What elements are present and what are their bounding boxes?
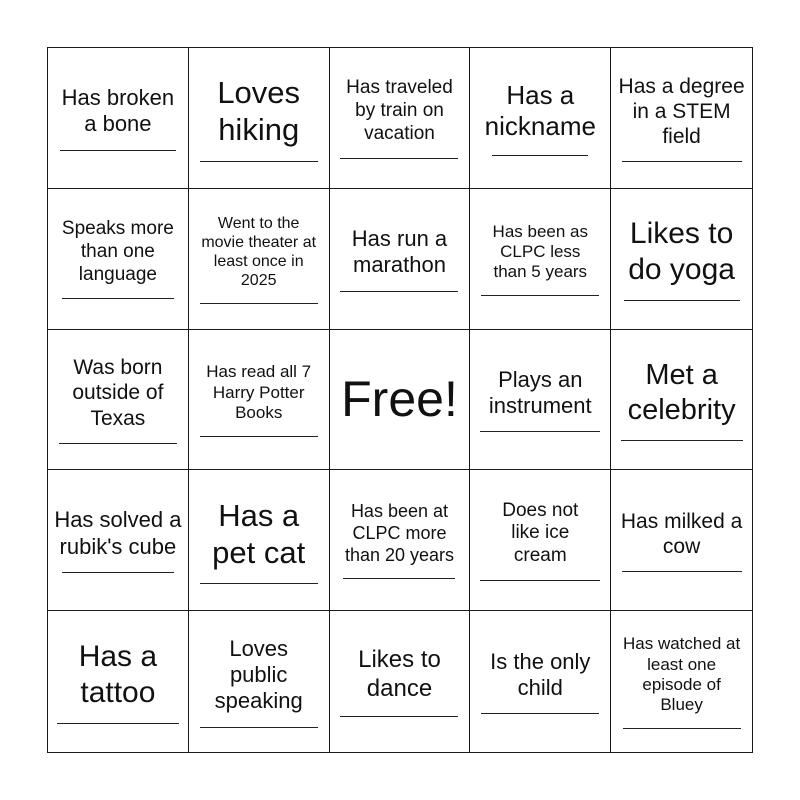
bingo-square[interactable] [330,189,471,330]
square-prompt: Was born outside of Texas [72,356,164,430]
square-prompt: Has broken a bone [61,85,175,137]
free-space-label: Free! [341,371,458,428]
bingo-square[interactable] [611,470,752,611]
name-write-in-line[interactable] [200,161,318,162]
square-prompt: Speaks more than one language [61,218,174,285]
bingo-square[interactable] [611,611,752,752]
square-prompt: Loves hiking [217,75,301,148]
square-prompt: Is the only child [490,648,591,701]
square-prompt: Has been as CLPC less than 5 years [492,221,588,282]
free-space-cell[interactable] [330,330,471,471]
square-prompt: Has been at CLPC more than 20 years [344,501,455,565]
bingo-square[interactable] [330,470,471,611]
bingo-square[interactable] [48,330,189,471]
name-write-in-line[interactable] [624,300,740,301]
square-prompt: Has traveled by train on vacation [346,77,453,144]
name-write-in-line[interactable] [621,440,743,441]
square-prompt: Likes to dance [358,646,441,703]
square-prompt: Has watched at least one episode of Bluey [623,634,741,715]
square-prompt: Went to the movie theater at least once in 2025 [201,214,317,290]
square-prompt: Does not like ice cream [502,499,579,567]
bingo-square[interactable] [48,611,189,752]
name-write-in-line[interactable] [480,431,600,432]
name-write-in-line[interactable] [481,713,599,714]
name-write-in-line[interactable] [480,580,600,581]
bingo-square[interactable] [611,330,752,471]
name-write-in-line[interactable] [340,291,458,292]
square-prompt: Met a celebrity [627,359,736,426]
bingo-square[interactable] [330,48,471,189]
name-write-in-line[interactable] [59,443,177,444]
bingo-square[interactable] [189,470,330,611]
bingo-square[interactable] [611,48,752,189]
bingo-square[interactable] [611,189,752,330]
square-prompt: Has read all 7 Harry Potter Books [206,362,312,423]
name-write-in-line[interactable] [622,571,742,572]
bingo-square[interactable] [189,48,330,189]
bingo-square[interactable] [48,470,189,611]
name-write-in-line[interactable] [200,436,318,437]
name-write-in-line[interactable] [481,295,599,296]
bingo-square[interactable] [470,470,611,611]
square-prompt: Loves public speaking [214,635,303,714]
square-prompt: Has a nickname [484,80,596,142]
bingo-square[interactable] [470,611,611,752]
name-write-in-line[interactable] [200,303,318,304]
name-write-in-line[interactable] [60,150,176,151]
bingo-square[interactable] [470,330,611,471]
bingo-square[interactable] [48,189,189,330]
bingo-square[interactable] [330,611,471,752]
name-write-in-line[interactable] [343,578,455,579]
square-prompt: Has solved a rubik's cube [54,507,182,559]
square-prompt: Has run a marathon [351,225,448,278]
name-write-in-line[interactable] [340,716,458,717]
bingo-square[interactable] [189,611,330,752]
name-write-in-line[interactable] [492,155,588,156]
name-write-in-line[interactable] [623,728,741,729]
name-write-in-line[interactable] [200,583,318,584]
name-write-in-line[interactable] [62,572,174,573]
name-write-in-line[interactable] [200,727,318,728]
square-prompt: Likes to do yoga [628,217,735,287]
name-write-in-line[interactable] [62,298,174,299]
square-prompt: Has milked a cow [620,509,743,558]
square-prompt: Has a pet cat [212,497,306,570]
square-prompt: Has a degree in a STEM field [618,74,745,148]
bingo-square[interactable] [470,48,611,189]
name-write-in-line[interactable] [622,161,742,162]
name-write-in-line[interactable] [57,723,179,724]
square-prompt: Has a tattoo [78,640,158,710]
square-prompt: Plays an instrument [488,366,592,418]
bingo-square[interactable] [189,330,330,471]
bingo-square[interactable] [189,189,330,330]
name-write-in-line[interactable] [340,158,458,159]
bingo-card-grid [47,47,753,753]
bingo-square[interactable] [48,48,189,189]
bingo-square[interactable] [470,189,611,330]
